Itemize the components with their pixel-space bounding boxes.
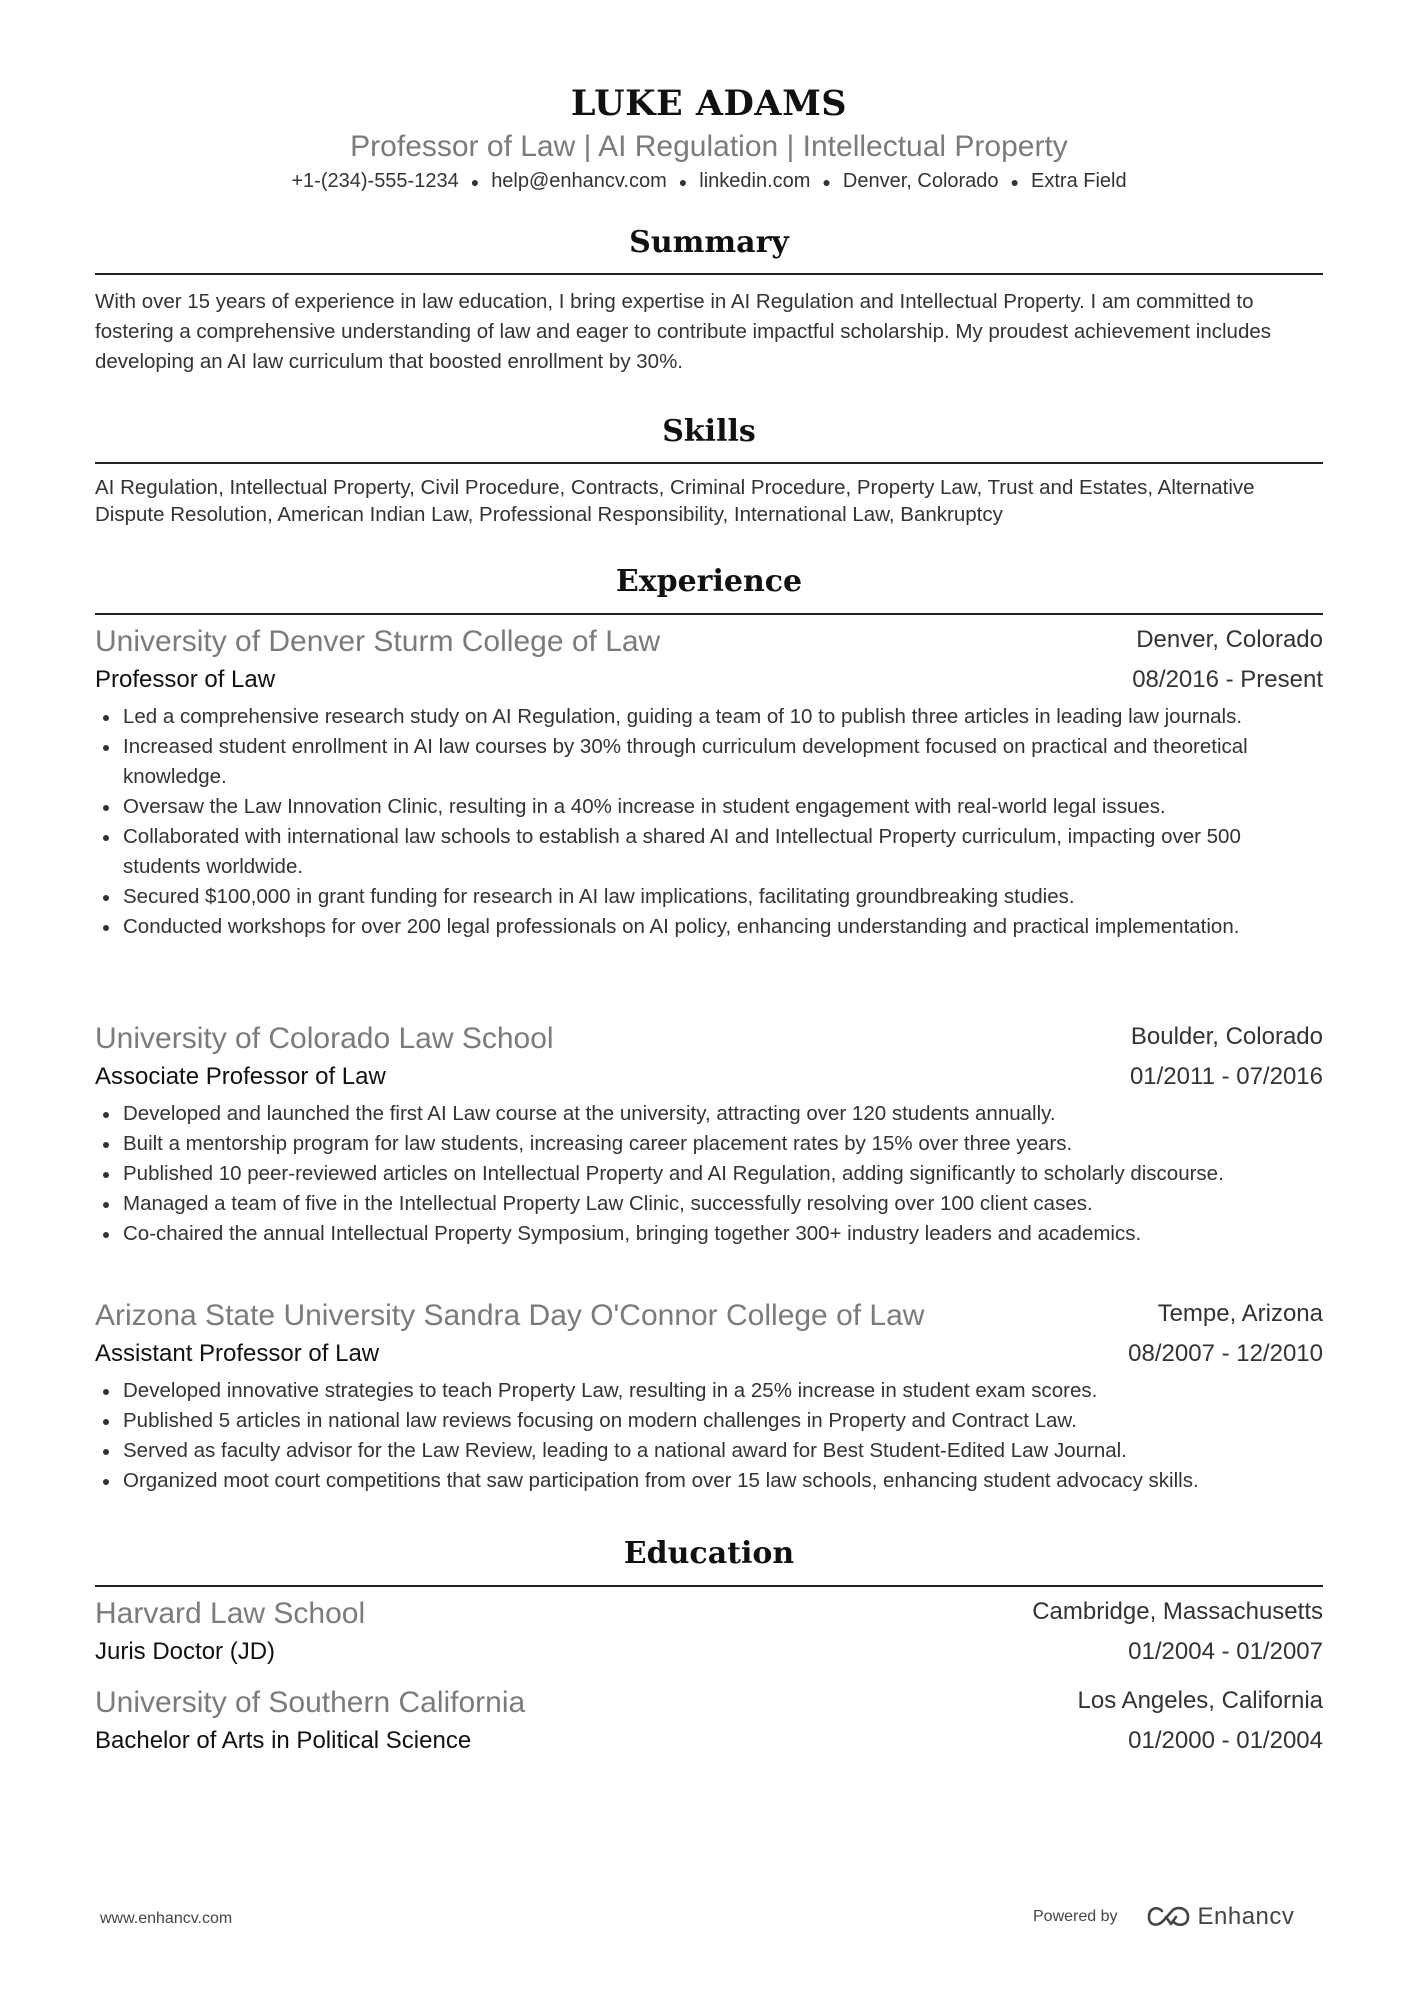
section-title-education: Education bbox=[623, 1536, 795, 1571]
school-location: Los Angeles, California bbox=[1077, 1687, 1323, 1714]
degree: Juris Doctor (JD) bbox=[95, 1638, 276, 1665]
experience-entry bbox=[95, 622, 1323, 942]
enhancv-logo-icon bbox=[1146, 1905, 1192, 1929]
entry-subheader bbox=[95, 1336, 1323, 1372]
school-name: Harvard Law School bbox=[95, 1597, 366, 1630]
employer-name: University of Colorado Law School bbox=[95, 1022, 554, 1055]
section-title-summary: Summary bbox=[629, 225, 789, 260]
contact-extra-field: Extra Field bbox=[1031, 170, 1127, 192]
entry-subheader bbox=[95, 1723, 1323, 1759]
contact-location: Denver, Colorado bbox=[842, 170, 999, 192]
section-divider bbox=[95, 1585, 1323, 1587]
entry-subheader bbox=[95, 662, 1323, 698]
contact-linkedin[interactable]: linkedin.com bbox=[699, 170, 811, 192]
achievement-list bbox=[95, 1099, 1323, 1249]
powered-by-label: Powered by bbox=[1033, 1908, 1118, 1925]
education-dates: 01/2004 - 01/2007 bbox=[1128, 1638, 1323, 1665]
education-entry bbox=[95, 1594, 1323, 1670]
list-item: Published 5 articles in national law reviews focusing on modern challenges in Property and Contract Law. bbox=[95, 1406, 1323, 1436]
list-item: Developed and launched the first AI Law course at the university, attracting over 120 students annually. bbox=[95, 1099, 1323, 1129]
job-dates: 08/2007 - 12/2010 bbox=[1128, 1340, 1323, 1367]
education-entry bbox=[95, 1683, 1323, 1759]
section-divider bbox=[95, 462, 1323, 464]
list-item: Increased student enrollment in AI law courses by 30% through curriculum development focused on practical and theoretical knowledge. bbox=[95, 732, 1323, 792]
summary-text: With over 15 years of experience in law education, I bring expertise in AI Regulation and Intellectual Property. I am committed to fostering a comprehensive understanding of law and eager to contribute impactful scholarship. My proudest achievement includes developing an AI law curriculum that boosted enrollment by 30%. bbox=[95, 290, 1271, 373]
list-item: Oversaw the Law Innovation Clinic, resulting in a 40% increase in student engagement with real-world legal issues. bbox=[95, 792, 1323, 822]
entry-header bbox=[95, 622, 1323, 662]
contact-email[interactable]: help@enhancv.com bbox=[491, 170, 667, 192]
section-divider bbox=[95, 273, 1323, 275]
list-item: Co-chaired the annual Intellectual Property Symposium, bringing together 300+ industry leaders and academics. bbox=[95, 1219, 1323, 1249]
entry-header bbox=[95, 1683, 1323, 1723]
list-item: Organized moot court competitions that saw participation from over 15 law schools, enhancing student advocacy skills. bbox=[95, 1466, 1323, 1496]
job-dates: 08/2016 - Present bbox=[1132, 666, 1323, 693]
job-title: Associate Professor of Law bbox=[95, 1063, 386, 1090]
contact-line bbox=[95, 170, 1323, 193]
degree: Bachelor of Arts in Political Science bbox=[95, 1727, 472, 1754]
education-dates: 01/2000 - 01/2004 bbox=[1128, 1727, 1323, 1754]
school-location: Cambridge, Massachusetts bbox=[1032, 1598, 1323, 1625]
employer-location: Tempe, Arizona bbox=[1157, 1300, 1323, 1327]
entry-subheader bbox=[95, 1059, 1323, 1095]
job-title: Professor of Law bbox=[95, 666, 276, 693]
candidate-name: LUKE ADAMS bbox=[570, 83, 848, 124]
entry-header bbox=[95, 1296, 1323, 1336]
achievement-list bbox=[95, 1376, 1323, 1496]
experience-entry bbox=[95, 1296, 1323, 1496]
list-item: Conducted workshops for over 200 legal professionals on AI policy, enhancing understanding and practical implementation. bbox=[95, 912, 1323, 942]
list-item: Collaborated with international law schools to establish a shared AI and Intellectual Property curriculum, impacting over 500 students worldwide. bbox=[95, 822, 1323, 882]
list-item: Published 10 peer-reviewed articles on Intellectual Property and AI Regulation, adding significantly to scholarly discourse. bbox=[95, 1159, 1323, 1189]
entry-subheader bbox=[95, 1634, 1323, 1670]
list-item: Managed a team of five in the Intellectual Property Law Clinic, successfully resolving over 100 client cases. bbox=[95, 1189, 1323, 1219]
employer-location: Boulder, Colorado bbox=[1130, 1023, 1323, 1050]
list-item: Served as faculty advisor for the Law Review, leading to a national award for Best Student-Edited Law Journal. bbox=[95, 1436, 1323, 1466]
entry-header bbox=[95, 1019, 1323, 1059]
employer-location: Denver, Colorado bbox=[1136, 626, 1323, 653]
bullet-separator: ● bbox=[470, 173, 480, 190]
job-title: Assistant Professor of Law bbox=[95, 1340, 380, 1367]
bullet-separator: ● bbox=[822, 173, 831, 190]
footer-website-link[interactable]: www.enhancv.com bbox=[100, 1910, 233, 1927]
list-item: Developed innovative strategies to teach Property Law, resulting in a 25% increase in student exam scores. bbox=[95, 1376, 1323, 1406]
enhancv-brand-name: Enhancv bbox=[1197, 1903, 1295, 1930]
bullet-separator: ● bbox=[678, 173, 688, 190]
section-divider bbox=[95, 613, 1323, 615]
list-item: Secured $100,000 in grant funding for research in AI law implications, facilitating groundbreaking studies. bbox=[95, 882, 1323, 912]
entry-header bbox=[95, 1594, 1323, 1634]
list-item: Led a comprehensive research study on AI Regulation, guiding a team of 10 to publish three articles in leading law journals. bbox=[95, 702, 1323, 732]
bullet-separator: ● bbox=[1010, 173, 1020, 190]
contact-phone: +1-(234)-555-1234 bbox=[291, 170, 459, 192]
achievement-list bbox=[95, 702, 1323, 942]
school-name: University of Southern California bbox=[95, 1686, 526, 1719]
candidate-headline: Professor of Law | AI Regulation | Intellectual Property bbox=[350, 130, 1068, 163]
enhancv-logo[interactable] bbox=[1146, 1903, 1295, 1931]
skills-text: AI Regulation, Intellectual Property, Civil Procedure, Contracts, Criminal Procedure, Property Law, Trust and Estates, Alternative Dispute Resolution, American Indian Law, Professional Responsibility, International Law, Bankruptcy bbox=[95, 476, 1255, 526]
employer-name: University of Denver Sturm College of Law bbox=[95, 625, 661, 658]
list-item: Built a mentorship program for law students, increasing career placement rates by 15% over three years. bbox=[95, 1129, 1323, 1159]
footer-branding bbox=[1033, 1902, 1294, 1932]
employer-name: Arizona State University Sandra Day O'Connor College of Law bbox=[95, 1299, 925, 1332]
section-title-skills: Skills bbox=[662, 414, 756, 449]
job-dates: 01/2011 - 07/2016 bbox=[1129, 1063, 1323, 1090]
experience-entry bbox=[95, 1019, 1323, 1249]
section-title-experience: Experience bbox=[615, 564, 803, 599]
